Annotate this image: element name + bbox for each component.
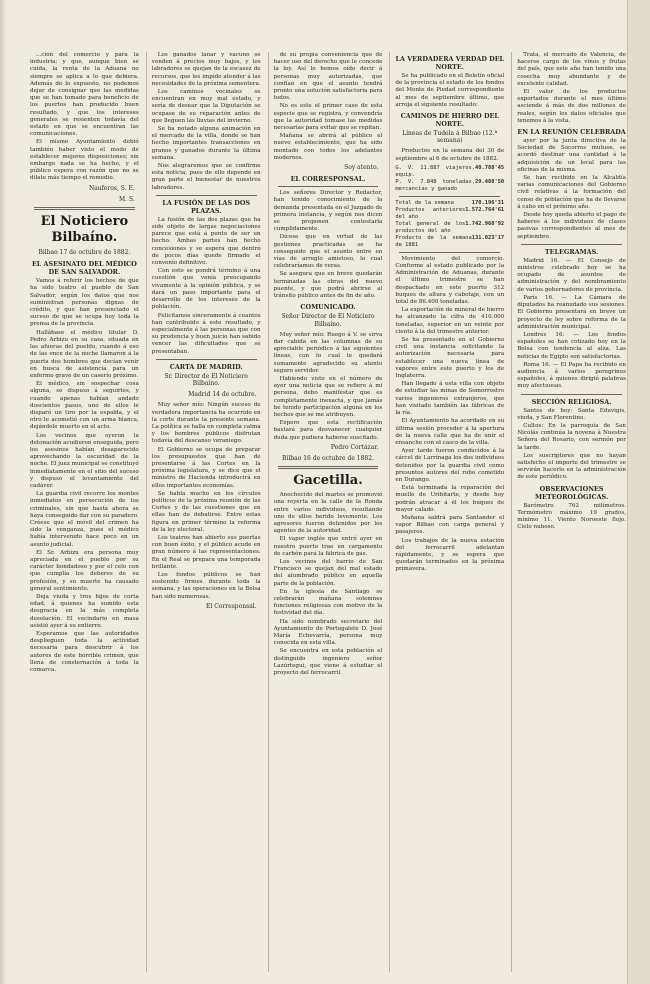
revenue-ledger <box>395 165 504 249</box>
signature: Pedro Cortázar. <box>330 443 379 451</box>
article-paragraph: Productos en la semana del 30 de septiembre al 6 de octubre de 1882. <box>395 148 505 162</box>
article-paragraph: ayer por la junta directiva de la Sociedad de Socorros mutuos, se acordó destinar una cantidad á la adquisición de un local para las oficinas de la misma. <box>517 138 626 173</box>
article-paragraph: Se han recibido en la Alcaldía varias comunicaciones del Gobierno civil relativas á la formación del censo de población que ha de llevarse á cabo en el próximo año. <box>517 175 626 210</box>
ledger-row: P. V. 7.848 toneladas, mercancías y ganado 29.488'50 <box>395 178 505 192</box>
article-paragraph: Los señores Director y Redactor, han tenido conocimiento de la demanda presentada en el Juzgado de primera instancia, y según nos dicen se proponen contestarla cumplidamente. <box>273 190 383 233</box>
article-paragraph: Se habla mucho en los círculos políticos de la próxima reunión de las Cortes y de las cuestiones que en ellas han de debatirse. Entre estas figura en primer término la reforma de la ley electoral. <box>151 490 261 533</box>
article-paragraph: Espero que esta rectificación bastará para desvanecer cualquier duda que pudiera haberse suscitado. <box>273 420 383 441</box>
column-2 <box>146 52 261 972</box>
divider <box>34 207 135 210</box>
article-paragraph: Con esto se pondrá término á una cuestión que venía preocupando vivamente á la opinión pública, y se dará un paso importante para el desarrollo de los intereses de la población. <box>151 268 261 311</box>
section-heading: EL CORRESPONSAL. <box>290 175 366 184</box>
article-paragraph: Anochecido del martes se promovió una reyerta en la calle de la Ronda entre varios individuos, resultando uno de ellos herido levemente. Los agresores fueron detenidos por los agentes de la autoridad. <box>273 492 383 535</box>
article-paragraph: El Gobierno se ocupa de preparar los presupuestos que han de presentarse á las Cortes en la próxima legislatura, y se dice que el ministro de Hacienda introducirá en ellos importantes economías. <box>151 446 261 489</box>
article-paragraph: La exportación de mineral de hierro ha alcanzado la cifra de 410.000 toneladas, superior en un veinte por ciento á la del trimestre anterior. <box>395 307 505 335</box>
page-right-edge <box>627 0 650 984</box>
article-paragraph: El Ayuntamiento ha acordado en su última sesión proceder á la apertura de la nueva calle que ha de unir el ensanche con el casco de la villa. <box>395 418 505 446</box>
article-paragraph: Los vecinos del barrio de San Francisco se quejan del mal estado del alumbrado público en aquella parte de la población. <box>273 558 383 587</box>
article-paragraph: El vapor inglés que entró ayer en nuestro puerto trae un cargamento de carbón para la fábrica de gas. <box>273 536 383 557</box>
article-paragraph: Los trabajos de la nueva estación del ferrocarril adelantan rápidamente, y se espera que quedarán terminados en la próxima primavera. <box>395 537 505 573</box>
section-heading: COMUNICADO. <box>300 303 356 312</box>
article-paragraph: Se encuentra en esta población el distinguido ingeniero señor Lazúrtegui, que viene á estudiar el proyecto del ferrocarril. <box>273 648 383 677</box>
signature: M. S. <box>119 195 135 203</box>
column-4 <box>389 52 504 972</box>
article-paragraph: Los suscriptores que no hayan satisfecho el importe del trimestre se servirán hacerlo en la administración de este periódico. <box>517 452 626 481</box>
article-paragraph: Se ha publicado en el Boletín oficial de la provincia el estado de los fondos del Monte de Piedad correspondiente al mes de septiembre último, que arroja el siguiente resultado: <box>395 73 505 108</box>
article-paragraph: El valor de los productos exportados durante el mes último asciende á más de dos millones de reales, según los datos oficiales que tenemos á la vista. <box>517 89 626 124</box>
signature: El Corresponsal. <box>206 602 257 610</box>
article-paragraph: Roma 16. — El Papa ha recibido en audiencia á varios peregrinos españoles, á quienes dirigió palabras muy afectuosas. <box>517 361 626 390</box>
article-paragraph: En la iglesia de Santiago se celebrarán mañana solemnes funciones religiosas con motivo de la festividad del día. <box>273 588 383 617</box>
article-paragraph: Desde hoy queda abierto el pago de haberes á los individuos de clases pasivas correspondientes al mes de septiembre. <box>517 212 626 240</box>
article-paragraph: La fusión de las dos plazas que ha sido objeto de largas negociaciones parece que está á punto de ser un hecho. Ambas partes han hecho concesiones y se espera que dentro de pocos días quede firmado el convenio definitivo. <box>151 216 261 267</box>
section-heading: CARTA DE MADRID. <box>169 362 243 371</box>
article-paragraph: Esperamos que las autoridades desplieguen toda la actividad necesaria para descubrir á los autores de este horrible crimen, que llena de consternación á toda la comarca. <box>30 631 139 674</box>
article-paragraph: ...ción del comercio y para la industria; y que, aunque bien se cuida, la renta de la Aduana no siempre se aplica a lo que debiera. Además de lo expuesto, no podemos dejar de consignar que las medidas que se han tomado para beneficio de los puertos han producido buen resultado, y que los intereses generales se resienten todavía del estado en que se encuentran las comunicaciones. <box>30 52 139 138</box>
section-heading: EL ASESINATO DEL MÉDICO DE SAN SALVADOR. <box>31 260 137 277</box>
article-paragraph: Vamos á referir los hechos de que ha sido teatro el pueblo de San Salvador, según los datos que nos suministran personas dignas de crédito, y que han presenciado el suceso de que se ocupa hoy toda la prensa de la provincia. <box>30 278 139 328</box>
letter-date: Bilbao 16 de octubre de 1882. <box>282 454 374 462</box>
article-paragraph: Dícese que en virtud de las gestiones practicadas se ha conseguido que el asunto entre en vías de arreglo amistoso, lo cual celebraríamos de veras. <box>273 234 383 270</box>
article-paragraph: Está terminada la reparación del muelle de Uribitarte, y desde hoy podrán atracar á él los buques de mayor calado. <box>395 485 505 513</box>
article-paragraph: Han llegado á esta villa con objeto de estudiar las minas de Somorrostro varios ingenieros extranjeros, que han visitado también las fábricas de la ría. <box>395 381 505 417</box>
article-paragraph: Santos de hoy: Santa Eduvigis, viuda, y San Florentino. <box>517 407 626 421</box>
masthead: El Noticiero Bilbaíno. <box>40 214 129 246</box>
article-paragraph: Los vecinos que oyeron la detonación acudieron enseguida, pero los asesinos habían desaparecido aprovechando la oscuridad de la noche. El juez municipal se constituyó inmediatamente en el sitio del suceso y dispuso el levantamiento del cadáver. <box>30 432 139 489</box>
article-paragraph: Los caminos vecinales se encuentran en muy mal estado, y sería de desear que la Diputación se ocupase de su reparación antes de que lleguen las lluvias del invierno. <box>151 89 261 124</box>
column-5 <box>511 52 626 972</box>
ledger-row: Productos anteriores del año 1.572.764'61 <box>395 206 505 220</box>
article-paragraph: Los teatros han abierto sus puertas con buen éxito, y el público acude en gran número á las representaciones. En el Real se prepara una temporada brillante. <box>151 534 261 570</box>
article-paragraph: Los fondos públicos se han sostenido firmes durante toda la semana, y las operaciones en la Bolsa han sido numerosas. <box>151 572 261 600</box>
divider <box>156 195 257 196</box>
section-heading: TELEGRAMAS. <box>544 247 599 256</box>
divider <box>156 359 257 360</box>
section-heading: OBSERVACIONES METEOROLÓGICAS. <box>534 484 609 501</box>
divider <box>521 394 622 395</box>
article-paragraph: Los ganados lanar y vacuno se venden á precios muy bajos, y los labradores se quejan de la escasez de recursos, que les impide atender á las necesidades de la próxima sementera. <box>151 52 261 87</box>
ledger-total-row: Total de la semana 170.196'31 <box>395 199 505 206</box>
section-heading-gacetilla: Gacetilla. <box>293 473 363 489</box>
column-3 <box>268 52 383 972</box>
ledger-row: Total general de los productos del año 1.742.960'92 <box>395 220 505 234</box>
article-paragraph: Hallábase el médico titular D. Pedro Arbizu en su casa, situada en las afueras del pueblo, cuando á eso de las once de la noche llamaron á la puerta dos hombres que decían venir en busca de asistencia para un enfermo grave de un caserío próximo. <box>30 329 139 379</box>
letter-addressee: Sr. Director de El Noticiero Bilbaíno. <box>164 372 248 387</box>
page-left-edge <box>0 0 6 984</box>
article-paragraph: Se ha presentado en el Gobierno civil una instancia solicitando la autorización necesaria para establecer una nueva línea de vapores entre este puerto y los de Inglaterra. <box>395 337 505 380</box>
column-1 <box>30 52 139 972</box>
article-paragraph: París 16. — La Cámara de diputados ha reanudado sus sesiones. El Gobierno presentará en breve un proyecto de ley sobre reforma de la administración municipal. <box>517 294 626 330</box>
article-paragraph: de su propia conveniencia que de hacer uso del derecho que le concede la ley. Así lo hemos oído decir á personas muy autorizadas, que confían en que el asunto tendrá pronto una solución satisfactoria para todos. <box>273 52 383 102</box>
section-subheading: Líneas de Tudela á Bilbao (12.ª semana) <box>402 130 498 145</box>
article-paragraph: Habiendo visto en el número de ayer una noticia que se refiere á mi persona, debo manifestar que es completamente inexacta, y que jamás he tenido participación alguna en los hechos que se me atribuyen. <box>273 375 383 418</box>
article-paragraph: El mismo Ayuntamiento debió también haber visto el modo de establecer mejores disposiciones; sin embargo nada se ha hecho, y el público espera con razón que no se dilate más tiempo el remedio. <box>30 139 139 182</box>
section-heading: LA FUSIÓN DE LAS DOS PLAZAS. <box>162 198 251 215</box>
column-grid <box>30 52 626 972</box>
letter-addressee: Señor Director de El Noticiero Bilbaíno. <box>281 313 375 328</box>
section-heading: EN LA REUNIÓN CELEBRADA <box>517 128 626 137</box>
ledger-row: Producto de la semana de 1881 131.023'17 <box>395 234 505 248</box>
letter-date: Madrid 14 de octubre. <box>188 391 257 399</box>
article-paragraph: La guardia civil recorre los montes inmediatos en persecución de los criminales, sin que hasta ahora se haya conseguido dar con su paradero. Créese que el móvil del crimen ha sido la venganza, pues el médico había intervenido hace poco en un asunto judicial. <box>30 491 139 548</box>
divider <box>278 186 379 187</box>
article-paragraph: No es este el primer caso de esta especie que se registra, y convendría que la autoridad tomase las medidas necesarias para evitar que se repitan. <box>273 103 383 132</box>
article-paragraph: Ayer tarde fueron conducidos á la cárcel de Larrínaga los dos individuos detenidos por la guardia civil como presuntos autores del robo cometido en Durango. <box>395 448 505 483</box>
section-heading: SECCIÓN RELIGIOSA. <box>531 397 612 406</box>
article-paragraph: Nos alegraremos que se confirme esta noticia, pues de ello depende en gran parte el bienestar de nuestros labradores. <box>151 163 261 191</box>
signature: Soy atento. <box>344 164 379 172</box>
article-paragraph: Muy señor mío: Ruego á V. se sirva dar cabida en las columnas de su apreciable periódico á las siguientes líneas, con lo cual le quedará sumamente agradecido su atento seguro servidor. <box>273 331 383 374</box>
article-paragraph: Londres 16. — Los fondos españoles se han cotizado hoy en la Bolsa con tendencia al alza. Las noticias de Egipto son satisfactorias. <box>517 331 626 360</box>
article-paragraph: Muy señor mío: Ningún suceso de verdadera importancia ha ocurrido en la corte durante la presente semana. La política se halla en completa calma y los hombres públicos disfrutan todavía del descanso veraniego. <box>151 402 261 445</box>
article-paragraph: Movimiento del comercio. Conforme al estado publicado por la Administración de Aduanas, durante el último trimestre se han despachado en este puerto 312 buques de altura y cabotaje, con un total de 86.400 toneladas. <box>395 255 505 306</box>
divider <box>399 196 500 197</box>
article-paragraph: El médico, sin sospechar cosa alguna, se dispuso á seguirles, y cuando apenas habían andado doscientos pasos, uno de ellos le disparó un tiro por la espalda, y el otro le acometió con un arma blanca, dejándole muerto en el acto. <box>30 381 139 431</box>
article-paragraph: Felicitamos sinceramente á cuantos han contribuido á este resultado, y especialmente á las personas que con su prudencia y buen juicio han sabido vencer las dificultades que se presentaban. <box>151 312 261 355</box>
divider <box>278 466 379 469</box>
ledger-row: G. V. 11.887 viajeros, equip. 40.788'45 <box>395 164 505 178</box>
article-paragraph: Se ha notado alguna animación en el mercado de la villa, donde se han hecho importantes transacciones en granos y ganados durante la última semana. <box>151 126 261 161</box>
article-paragraph: Mañana saldrá para Santander el vapor Bilbao con carga general y pasajeros. <box>395 514 505 536</box>
signature: Nauferos, S. E. <box>88 184 135 192</box>
article-paragraph: Barómetro 762 milímetros. Termómetro máximo 19 grados, mínimo 11. Viento Noroeste flojo. Cielo nuboso. <box>517 502 626 531</box>
divider <box>399 252 500 253</box>
article-paragraph: El Sr. Arbizu era persona muy apreciada en el pueblo por su carácter bondadoso y por el celo con que cumplía los deberes de su profesión, y su muerte ha causado general sentimiento. <box>30 549 139 592</box>
article-paragraph: Ha sido nombrado secretario del Ayuntamiento de Portugalete D. José María Echevarría, persona muy conocida en esta villa. <box>273 618 383 647</box>
section-heading: CAMINOS DE HIERRO DEL NORTE. <box>400 112 499 129</box>
article-paragraph: Mañana se abrirá al público el nuevo establecimiento, que ha sido montado con todos los adelantos modernos. <box>273 133 383 161</box>
article-paragraph: Trata, el mercado de Valencia, de hacerse cargo de los vinos y frutas del país, que este año han tenido una cosecha muy abundante y de excelente calidad. <box>517 52 626 87</box>
divider <box>521 244 622 245</box>
section-heading: LA VERDADERA VERDAD DEL NORTE. <box>395 55 505 71</box>
article-paragraph: Se asegura que en breve quedarán terminadas las obras del nuevo puente, y que podrá abrirse al tránsito público antes de fin de año. <box>273 271 383 300</box>
article-paragraph: Cultos: En la parroquia de San Nicolás continúa la novena á Nuestra Señora del Rosario, con sermón por la tarde. <box>517 422 626 451</box>
article-paragraph: Deja viuda y tres hijos de corta edad, á quienes ha sumido esta desgracia en la más completa desolación. El vecindario en masa asistió ayer á su entierro. <box>30 594 139 629</box>
article-paragraph: Madrid 16. — El Consejo de ministros celebrado hoy se ha ocupado de asuntos de administración y del nombramiento de varios gobernadores de provincia. <box>517 257 626 293</box>
dateline: Bilbao 17 de octubre de 1882. <box>38 249 131 257</box>
